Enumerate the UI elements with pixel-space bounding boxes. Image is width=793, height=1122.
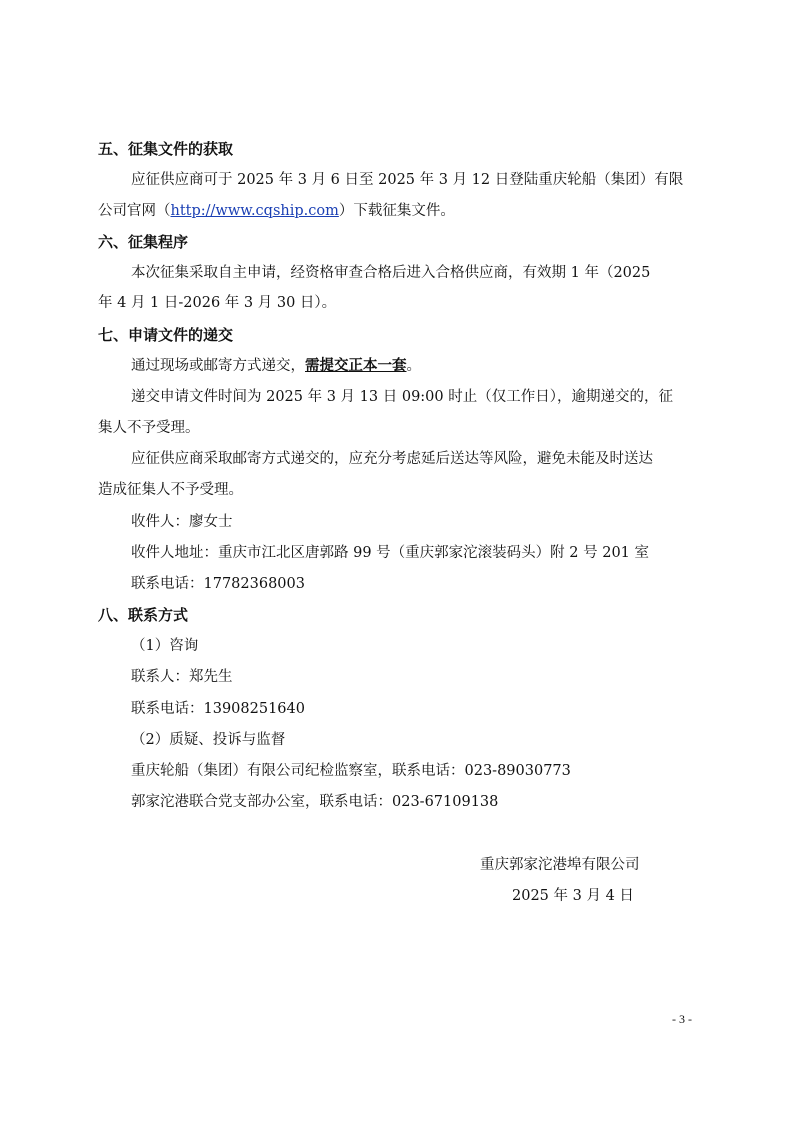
text-span: 公司官网（ [98,203,171,219]
paragraph-text: 本次征集采取自主申请，经资格审查合格后进入合格供应商，有效期 1 年（2025 [131,265,651,281]
contact-phone: 联系电话：13908251640 [131,701,305,717]
recipient-name: 收件人：廖女士 [131,514,233,530]
paragraph-text: 集人不予受理。 [98,420,200,436]
text-span: ）下载征集文件。 [338,203,455,219]
section-heading-8: 八、联系方式 [98,606,189,624]
paragraph-text: 应征供应商采取邮寄方式递交的，应充分考虑延后送达等风险，避免未能及时送达 [131,451,653,467]
text-span: 通过现场或邮寄方式递交， [131,358,305,374]
contact-item-label: （1）咨询 [131,638,199,654]
recipient-address: 收件人地址：重庆市江北区唐郭路 99 号（重庆郭家沱滚装码头）附 2 号 201 室 [131,545,650,561]
paragraph-text [131,356,421,376]
section-heading-6: 六、征集程序 [98,233,189,251]
paragraph-text [98,201,455,221]
paragraph-text: 年 4 月 1 日-2026 年 3 月 30 日）。 [98,295,337,311]
paragraph-text: 递交申请文件时间为 2025 年 3 月 13 日 09:00 时止（仅工作日），逾期递交的，征 [131,389,673,405]
paragraph-text: 应征供应商可于 2025 年 3 月 6 日至 2025 年 3 月 12 日登陆重庆轮船（集团）有限 [131,172,684,188]
signature-company: 重庆郭家沱港埠有限公司 [480,857,640,873]
section-heading-7: 七、申请文件的递交 [98,326,234,344]
section-heading-5: 五、征集文件的获取 [98,140,234,158]
contact-item-label: （2）质疑、投诉与监督 [131,732,286,748]
signature-date: 2025 年 3 月 4 日 [512,888,634,904]
recipient-phone: 联系电话：17782368003 [131,576,305,592]
contact-person: 联系人：郑先生 [131,669,233,685]
website-link[interactable]: http://www.cqship.com [170,203,339,219]
page-number: - 3 - [672,1012,692,1026]
paragraph-text: 造成征集人不予受理。 [98,482,243,498]
supervision-contact: 郭家沱港联合党支部办公室，联系电话：023-67109138 [131,794,499,810]
supervision-contact: 重庆轮船（集团）有限公司纪检监察室，联系电话：023-89030773 [131,763,571,779]
emphasis-text: 需提交正本一套 [305,358,407,374]
text-span: 。 [406,358,421,374]
